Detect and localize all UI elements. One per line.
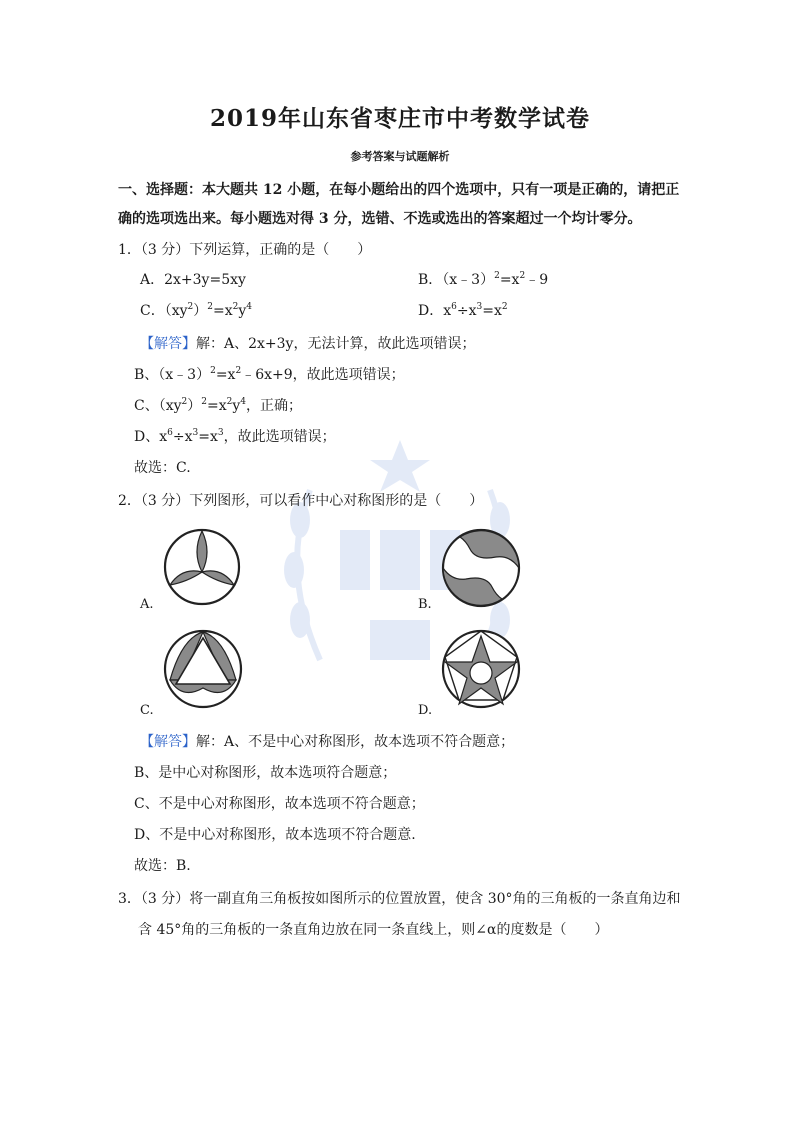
q1-answer-line1: 【解答】解：A、2x+3y，无法计算，故此选项错误；	[140, 336, 476, 352]
section-heading-line2: 确的选项选出来。每小题选对得 3 分，选错、不选或选出的答案超过一个均计零分。	[118, 211, 642, 227]
q1-choice: 故选：C.	[134, 460, 191, 476]
q2-answer-line4: D、不是中心对称图形，故本选项不符合题意.	[134, 827, 416, 843]
q1-answer-line2: B、$(x﹣3)^2=x^2﹣6x+9$，故此选项错误；	[134, 366, 405, 383]
figure-b-label: B.	[418, 597, 432, 612]
page-title: 2019年山东省枣庄市中考数学试卷	[209, 105, 590, 132]
figure-b-yin-yang-icon	[440, 527, 522, 609]
figure-c-triangle-icon	[162, 628, 244, 710]
question-2-stem: 2．（3 分）下列图形，可以看作中心对称图形的是（ ）	[118, 493, 484, 509]
q2-answer-line3: C、不是中心对称图形，故本选项不符合题意；	[134, 796, 425, 812]
figure-a-three-petals-icon	[162, 527, 242, 607]
figure-d-star-icon	[440, 628, 522, 710]
question-3-stem-line1: 3．（3 分）将一副直角三角板按如图所示的位置放置，使含 30°角的三角板的一条直角边和	[118, 891, 681, 907]
q2-choice: 故选：B.	[134, 858, 191, 874]
figure-c-label: C.	[140, 703, 154, 718]
q1-answer-line4: D、$x^6\div x^3=x^3$，故此选项错误；	[134, 428, 336, 445]
q1-option-b: B．$(x﹣3)^2=x^2﹣9$	[418, 271, 549, 288]
figure-d-label: D.	[418, 703, 433, 718]
question-3-stem-line2: 含 45°角的三角板的一条直角边放在同一条直线上，则∠α的度数是（ ）	[138, 922, 609, 938]
q1-option-a: A．2x+3y=5xy	[140, 272, 246, 288]
answer-tag: 【解答】	[140, 734, 196, 750]
q1-answer-line3: C、$(xy^2)^2=x^2y^4$，正确；	[134, 397, 303, 414]
section-heading-line1: 一、选择题：本大题共 12 小题，在每小题给出的四个选项中，只有一项是正确的，请把正	[118, 182, 680, 198]
page-subtitle: 参考答案与试题解析	[350, 150, 450, 163]
q1-option-d: D．$x^6\div x^3=x^2$	[418, 302, 508, 319]
question-1-stem: 1．（3 分）下列运算，正确的是（ ）	[118, 242, 372, 258]
q1-option-c: C．$(xy^2)^2=x^2y^4$	[140, 302, 253, 319]
answer-tag: 【解答】	[140, 336, 196, 352]
q2-answer-line2: B、是中心对称图形，故本选项符合题意；	[134, 765, 397, 781]
figure-a-label: A.	[140, 597, 154, 612]
q2-answer-line1: 【解答】解：A、不是中心对称图形，故本选项不符合题意；	[140, 734, 515, 750]
